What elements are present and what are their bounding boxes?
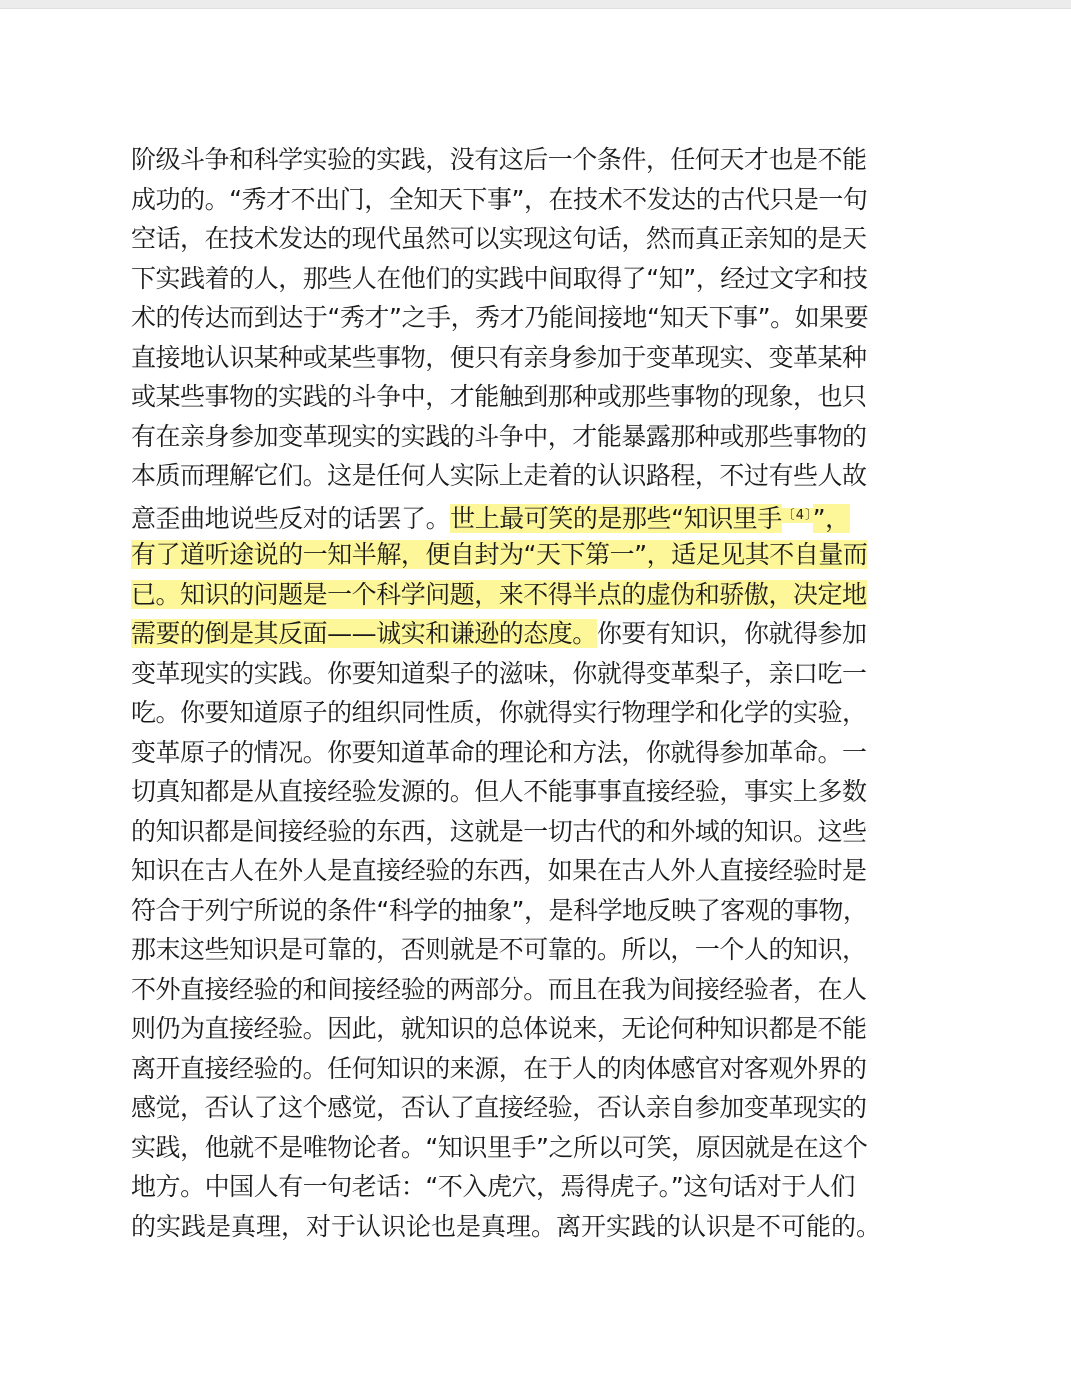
text-segment[interactable]: 意歪曲地说些反对的话罢了。 <box>131 503 451 533</box>
text-line[interactable] <box>131 496 951 536</box>
text-line[interactable] <box>131 140 951 180</box>
text-line[interactable] <box>131 338 951 378</box>
text-segment[interactable]: 阶级斗争和科学实验的实践，没有这后一个条件，任何天才也是不能 <box>131 145 867 174</box>
viewer-top-bar <box>0 0 1071 9</box>
text-segment[interactable]: 下实践着的人，那些人在他们的实践中间取得了“知”，经过文字和技 <box>131 263 868 293</box>
text-line[interactable] <box>131 851 951 891</box>
text-line[interactable] <box>131 180 951 220</box>
highlighted-text[interactable]: ”， <box>812 503 850 533</box>
text-line[interactable] <box>131 891 951 931</box>
text-line[interactable] <box>131 417 951 457</box>
text-segment[interactable]: 符合于列宁所说的条件“科学的抽象”，是科学地反映了客观的事物， <box>131 895 868 925</box>
text-segment[interactable]: 本质而理解它们。这是任何人实际上走着的认识路程，不过有些人故 <box>131 461 867 490</box>
document-page <box>0 9 1071 1399</box>
footnote-marker[interactable]: 〔4〕 <box>781 507 813 523</box>
text-segment[interactable]: 离开直接经验的。任何知识的来源，在于人的肉体感官对客观外界的 <box>131 1053 867 1083</box>
body-text[interactable] <box>131 140 951 1246</box>
text-segment[interactable]: 直接地认识某种或某些事物，便只有亲身参加于变革现实、变革某种 <box>131 342 867 372</box>
text-line[interactable] <box>131 377 951 417</box>
text-line[interactable] <box>131 219 951 259</box>
text-line[interactable] <box>131 1049 951 1089</box>
text-line[interactable] <box>131 970 951 1010</box>
text-segment[interactable]: 你要有知识，你就得参加 <box>596 619 867 648</box>
text-segment[interactable]: 成功的。“秀才不出门，全知天下事”，在技术不发达的古代只是一句 <box>131 184 868 214</box>
highlighted-text[interactable]: 世上最可笑的是那些“知识里手 <box>450 503 782 533</box>
text-line[interactable] <box>131 614 951 654</box>
text-line[interactable] <box>131 575 951 615</box>
text-line[interactable] <box>131 298 951 338</box>
text-segment[interactable]: 则仍为直接经验。因此，就知识的总体说来，无论何种知识都是不能 <box>131 1014 867 1043</box>
text-segment[interactable]: 空话，在技术发达的现代虽然可以实现这句话，然而真正亲知的是天 <box>131 224 867 253</box>
text-segment[interactable]: 的实践是真理，对于认识论也是真理。离开实践的认识是不可能的。 <box>131 1211 882 1241</box>
text-segment[interactable]: 感觉，否认了这个感觉，否认了直接经验，否认亲自参加变革现实的 <box>131 1093 867 1122</box>
text-segment[interactable]: 变革原子的情况。你要知道革命的理论和方法，你就得参加革命。一 <box>131 737 867 767</box>
text-line[interactable] <box>131 456 951 496</box>
text-line[interactable] <box>131 930 951 970</box>
text-line[interactable] <box>131 259 951 299</box>
text-segment[interactable]: 那末这些知识是可靠的，否则就是不可靠的。所以，一个人的知识， <box>131 935 867 964</box>
text-segment[interactable]: 有在亲身参加变革现实的实践的斗争中，才能暴露那种或那些事物的 <box>131 421 867 451</box>
text-line[interactable] <box>131 1009 951 1049</box>
text-segment[interactable]: 地方。中国人有一句老话：“不入虎穴，焉得虎子。”这句话对于人们 <box>131 1172 855 1201</box>
text-line[interactable] <box>131 1167 951 1207</box>
text-segment[interactable]: 变革现实的实践。你要知道梨子的滋味，你就得变革梨子，亲口吃一 <box>131 658 867 688</box>
text-line[interactable] <box>131 1207 951 1247</box>
text-segment[interactable]: 或某些事物的实践的斗争中，才能触到那种或那些事物的现象，也只 <box>131 382 867 411</box>
text-segment[interactable]: 吃。你要知道原子的组织同性质，你就得实行物理学和化学的实验， <box>131 698 867 727</box>
text-segment[interactable]: 知识在古人在外人是直接经验的东西，如果在古人外人直接经验时是 <box>131 856 867 885</box>
text-segment[interactable]: 实践，他就不是唯物论者。“知识里手”之所以可笑，原因就是在这个 <box>131 1132 868 1162</box>
text-line[interactable] <box>131 535 951 575</box>
text-line[interactable] <box>131 654 951 694</box>
text-line[interactable] <box>131 1128 951 1168</box>
text-segment[interactable]: 不外直接经验的和间接经验的两部分。而且在我为间接经验者，在人 <box>131 974 867 1004</box>
text-line[interactable] <box>131 772 951 812</box>
highlighted-text[interactable]: 需要的倒是其反面——诚实和谦逊的态度。 <box>131 619 597 648</box>
text-segment[interactable]: 的知识都是间接经验的东西，这就是一切古代的和外域的知识。这些 <box>131 816 867 846</box>
text-segment[interactable]: 术的传达而到达于“秀才”之手，秀才乃能间接地“知天下事”。如果要 <box>131 303 869 332</box>
text-segment[interactable]: 切真知都是从直接经验发源的。但人不能事事直接经验，事实上多数 <box>131 777 867 806</box>
text-line[interactable] <box>131 733 951 773</box>
text-line[interactable] <box>131 693 951 733</box>
text-line[interactable] <box>131 1088 951 1128</box>
text-line[interactable] <box>131 812 951 852</box>
highlighted-text[interactable]: 已。知识的问题是一个科学问题，来不得半点的虚伪和骄傲，决定地 <box>131 579 867 609</box>
highlighted-text[interactable]: 有了道听途说的一知半解，便自封为“天下第一”，适足见其不自量而 <box>131 540 868 569</box>
